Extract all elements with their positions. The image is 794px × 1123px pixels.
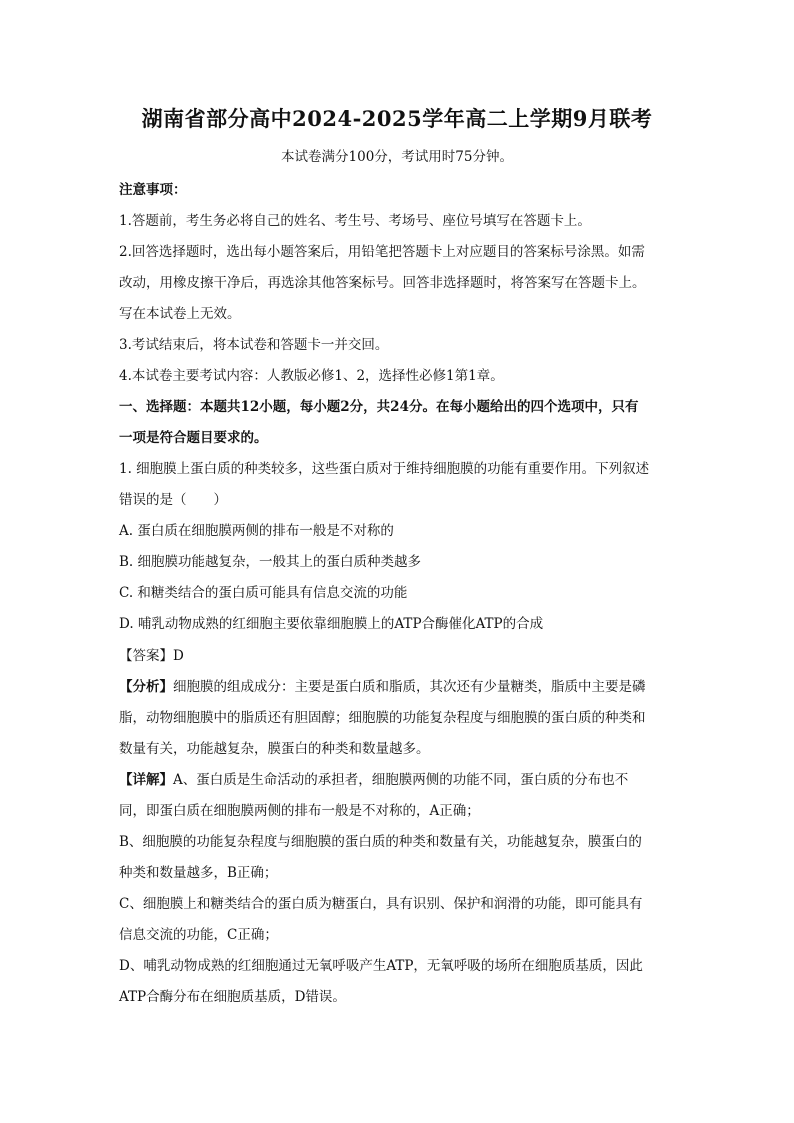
notice-line: 1.答题前，考生务必将自己的姓名、考生号、考场号、座位号填写在答题卡上。 <box>119 213 591 229</box>
detail-line: 同，即蛋白质在细胞膜两侧的排布一般是不对称的，A正确； <box>119 803 480 819</box>
option-d: D. 哺乳动物成熟的红细胞主要依靠细胞膜上的ATP合酶催化ATP的合成 <box>119 616 544 632</box>
page-title: 湖南省部分高中2024-2025学年高二上学期9月联考 <box>141 106 653 131</box>
notice-heading: 注意事项： <box>119 182 187 198</box>
detail-tag: 【详解】 <box>119 772 173 788</box>
detail-line: D、哺乳动物成熟的红细胞通过无氧呼吸产生ATP，无氧呼吸的场所在细胞质基质，因此 <box>119 958 643 974</box>
option-b: B. 细胞膜功能越复杂，一般其上的蛋白质种类越多 <box>119 554 422 570</box>
answer: 【答案】D <box>119 648 184 664</box>
option-a: A. 蛋白质在细胞膜两侧的排布一般是不对称的 <box>119 523 394 539</box>
analysis-text: 细胞膜的组成成分：主要是蛋白质和脂质，其次还有少量糖类，脂质中主要是磷 <box>173 679 646 695</box>
detail-line: 种类和数量越多，B正确； <box>119 865 278 881</box>
notice-line: 3.考试结束后，将本试卷和答题卡一并交回。 <box>119 337 389 353</box>
detail-line: B、细胞膜的功能复杂程度与细胞膜的蛋白质的种类和数量有关，功能越复杂，膜蛋白的 <box>119 834 642 850</box>
notice-line: 写在本试卷上无效。 <box>119 306 241 322</box>
option-c: C. 和糖类结合的蛋白质可能具有信息交流的功能 <box>119 585 408 601</box>
question-stem: 1. 细胞膜上蛋白质的种类较多，这些蛋白质对于维持细胞膜的功能有重要作用。下列叙述 <box>119 461 650 477</box>
section-heading: 一、选择题：本题共12小题，每小题2分，共24分。在每小题给出的四个选项中，只有 <box>119 399 639 415</box>
detail-line: 信息交流的功能，C正确； <box>119 927 278 943</box>
notice-line: 2.回答选择题时，选出每小题答案后，用铅笔把答题卡上对应题目的答案标号涂黑。如需 <box>119 244 645 260</box>
analysis-tag: 【分析】 <box>119 679 173 695</box>
detail-line: ATP合酶分布在细胞质基质，D错误。 <box>119 989 346 1005</box>
question-stem: 错误的是（ ） <box>119 492 227 508</box>
notice-line: 改动，用橡皮擦干净后，再选涂其他答案标号。回答非选择题时，将答案写在答题卡上。 <box>119 275 646 291</box>
analysis-line: 数量有关，功能越复杂，膜蛋白的种类和数量越多。 <box>119 741 430 757</box>
notice-line: 4.本试卷主要考试内容：人教版必修1、2，选择性必修1第1章。 <box>119 368 504 384</box>
section-heading: 一项是符合题目要求的。 <box>119 430 268 446</box>
detail-line <box>119 768 628 788</box>
detail-line: C、细胞膜上和糖类结合的蛋白质为糖蛋白，具有识别、保护和润滑的功能，即可能具有 <box>119 896 643 912</box>
analysis-line: 脂，动物细胞膜中的脂质还有胆固醇；细胞膜的功能复杂程度与细胞膜的蛋白质的种类和 <box>119 710 646 726</box>
analysis-line <box>119 675 646 695</box>
exam-info: 本试卷满分100分，考试用时75分钟。 <box>281 149 513 165</box>
detail-text: A、蛋白质是生命活动的承担者，细胞膜两侧的功能不同，蛋白质的分布也不 <box>173 772 629 788</box>
